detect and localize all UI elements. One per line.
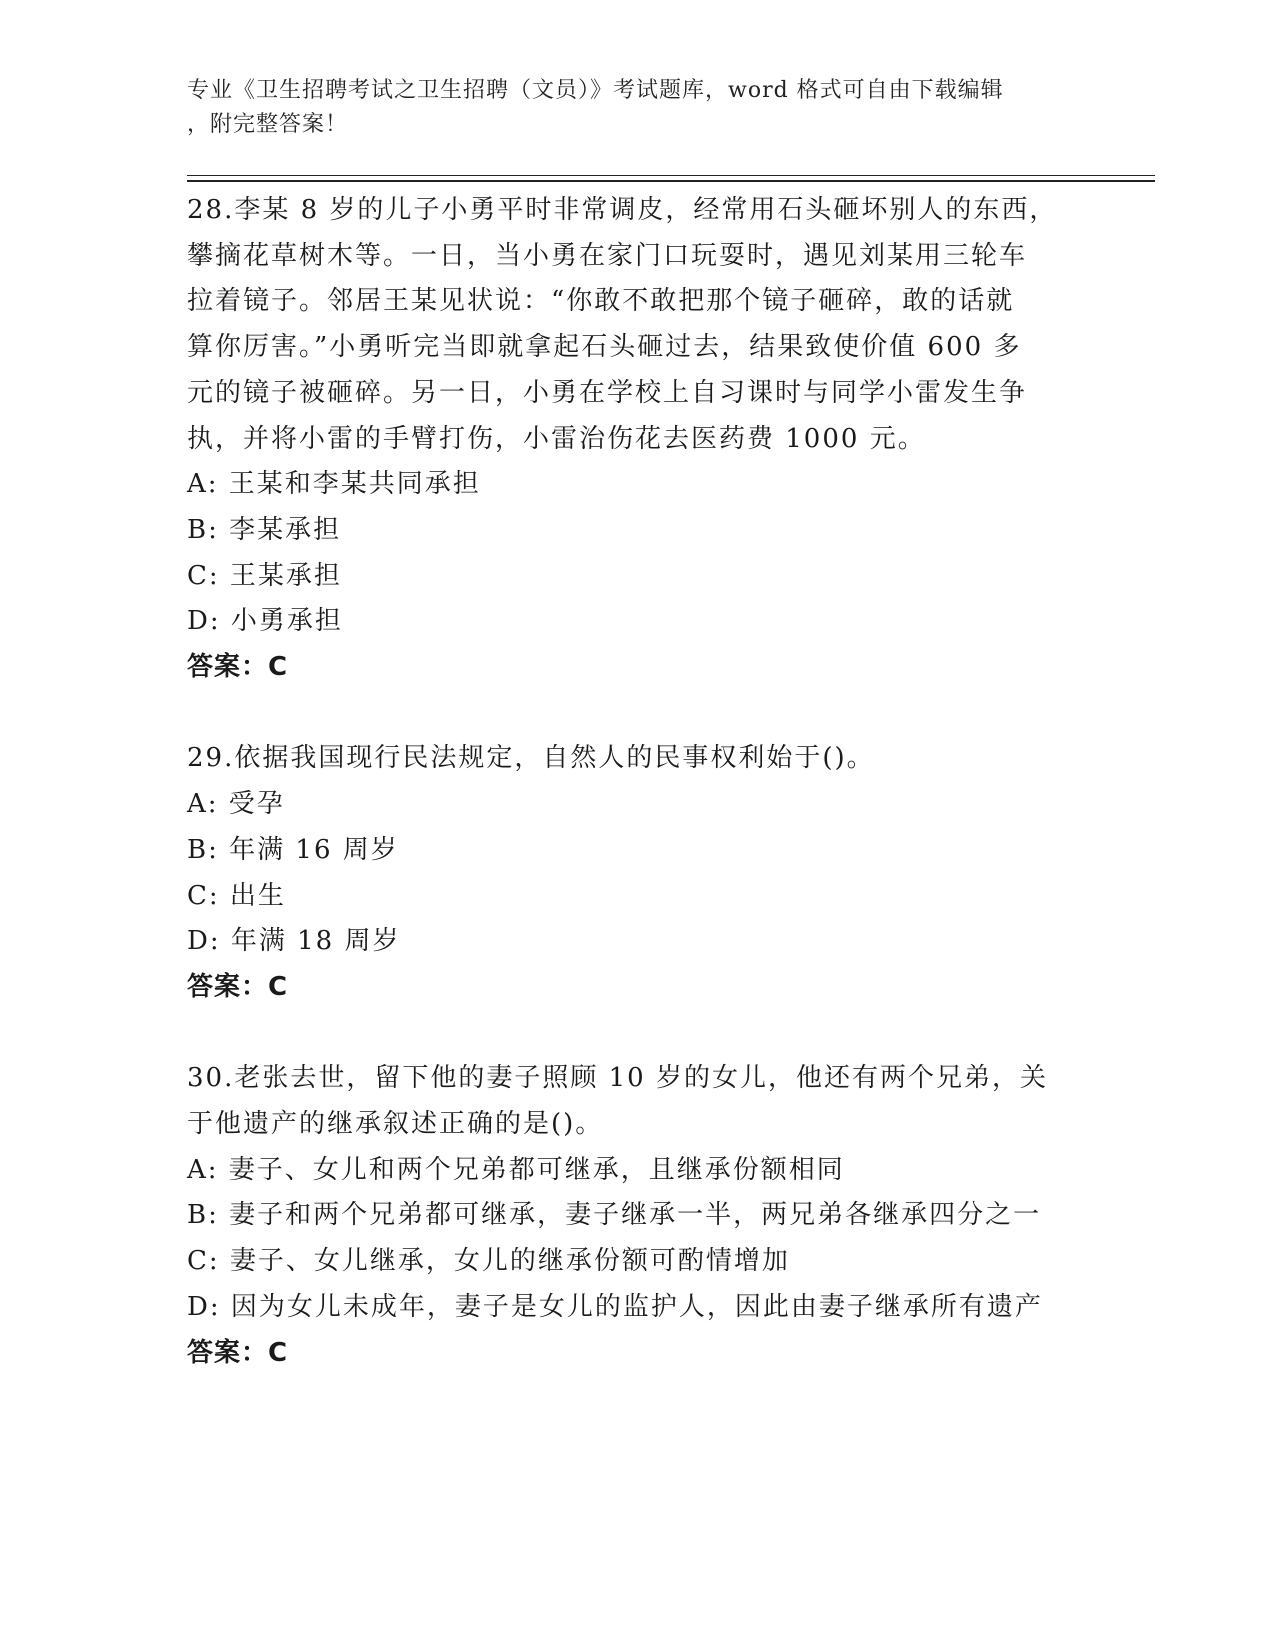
option-d: D: 小勇承担 [187, 606, 343, 637]
question-stem-line: 元的镜子被砸碎。另一日，小勇在学校上自习课时与同学小雷发生争 [187, 377, 1028, 408]
answer-line: 答案：C [187, 1337, 289, 1368]
option-a: A: 王某和李某共同承担 [187, 469, 481, 500]
question-29 [187, 736, 1087, 1010]
option-d: D: 因为女儿未成年，妻子是女儿的监护人，因此由妻子继承所有遗产 [187, 1291, 1043, 1322]
document-header [187, 74, 1067, 142]
answer-line: 答案：C [187, 652, 289, 683]
question-stem-line: 于他遗产的继承叙述正确的是()。 [187, 1109, 604, 1140]
option-a: A: 受孕 [187, 789, 285, 820]
option-a: A: 妻子、女儿和两个兄弟都可继承，且继承份额相同 [187, 1154, 845, 1185]
question-stem-line: 30.老张去世，留下他的妻子照顾 10 岁的女儿，他还有两个兄弟，关 [187, 1063, 1048, 1094]
option-c: C: 王某承担 [187, 560, 342, 591]
question-list [187, 188, 1087, 1376]
option-c: C: 妻子、女儿继承，女儿的继承份额可酌情增加 [187, 1246, 790, 1277]
question-stem-line: 执，并将小雷的手臂打伤，小雷治伤花去医药费 1000 元。 [187, 423, 926, 454]
header-divider-thin [187, 175, 1155, 176]
header-divider-thick [187, 180, 1155, 182]
option-d: D: 年满 18 周岁 [187, 926, 401, 957]
option-c: C: 出生 [187, 880, 286, 911]
header-line-2: ，附完整答案！ [187, 112, 349, 137]
question-spacer [187, 691, 1087, 737]
question-28 [187, 188, 1087, 691]
question-spacer [187, 1011, 1087, 1057]
option-b: B: 妻子和两个兄弟都可继承，妻子继承一半，两兄弟各继承四分之一 [187, 1200, 1042, 1231]
header-line-1: 专业《卫生招聘考试之卫生招聘（文员）》考试题库，word 格式可自由下载编辑 [187, 78, 1004, 103]
option-b: B: 年满 16 周岁 [187, 834, 399, 865]
answer-line: 答案：C [187, 971, 289, 1002]
question-stem-line: 28.李某 8 岁的儿子小勇平时非常调皮，经常用石头砸坏别人的东西， [187, 195, 1058, 225]
question-stem-line: 29.依据我国现行民法规定，自然人的民事权利始于()。 [187, 743, 875, 774]
option-b: B: 李某承担 [187, 514, 342, 545]
question-stem-line: 算你厉害。”小勇听完当即就拿起石头砸过去，结果致使价值 600 多 [187, 332, 1022, 363]
question-30 [187, 1056, 1087, 1376]
question-stem-line: 攀摘花草树木等。一日，当小勇在家门口玩耍时，遇见刘某用三轮车 [187, 240, 1028, 271]
question-stem-line: 拉着镜子。邻居王某见状说：“你敢不敢把那个镜子砸碎，敢的话就 [187, 286, 1015, 317]
